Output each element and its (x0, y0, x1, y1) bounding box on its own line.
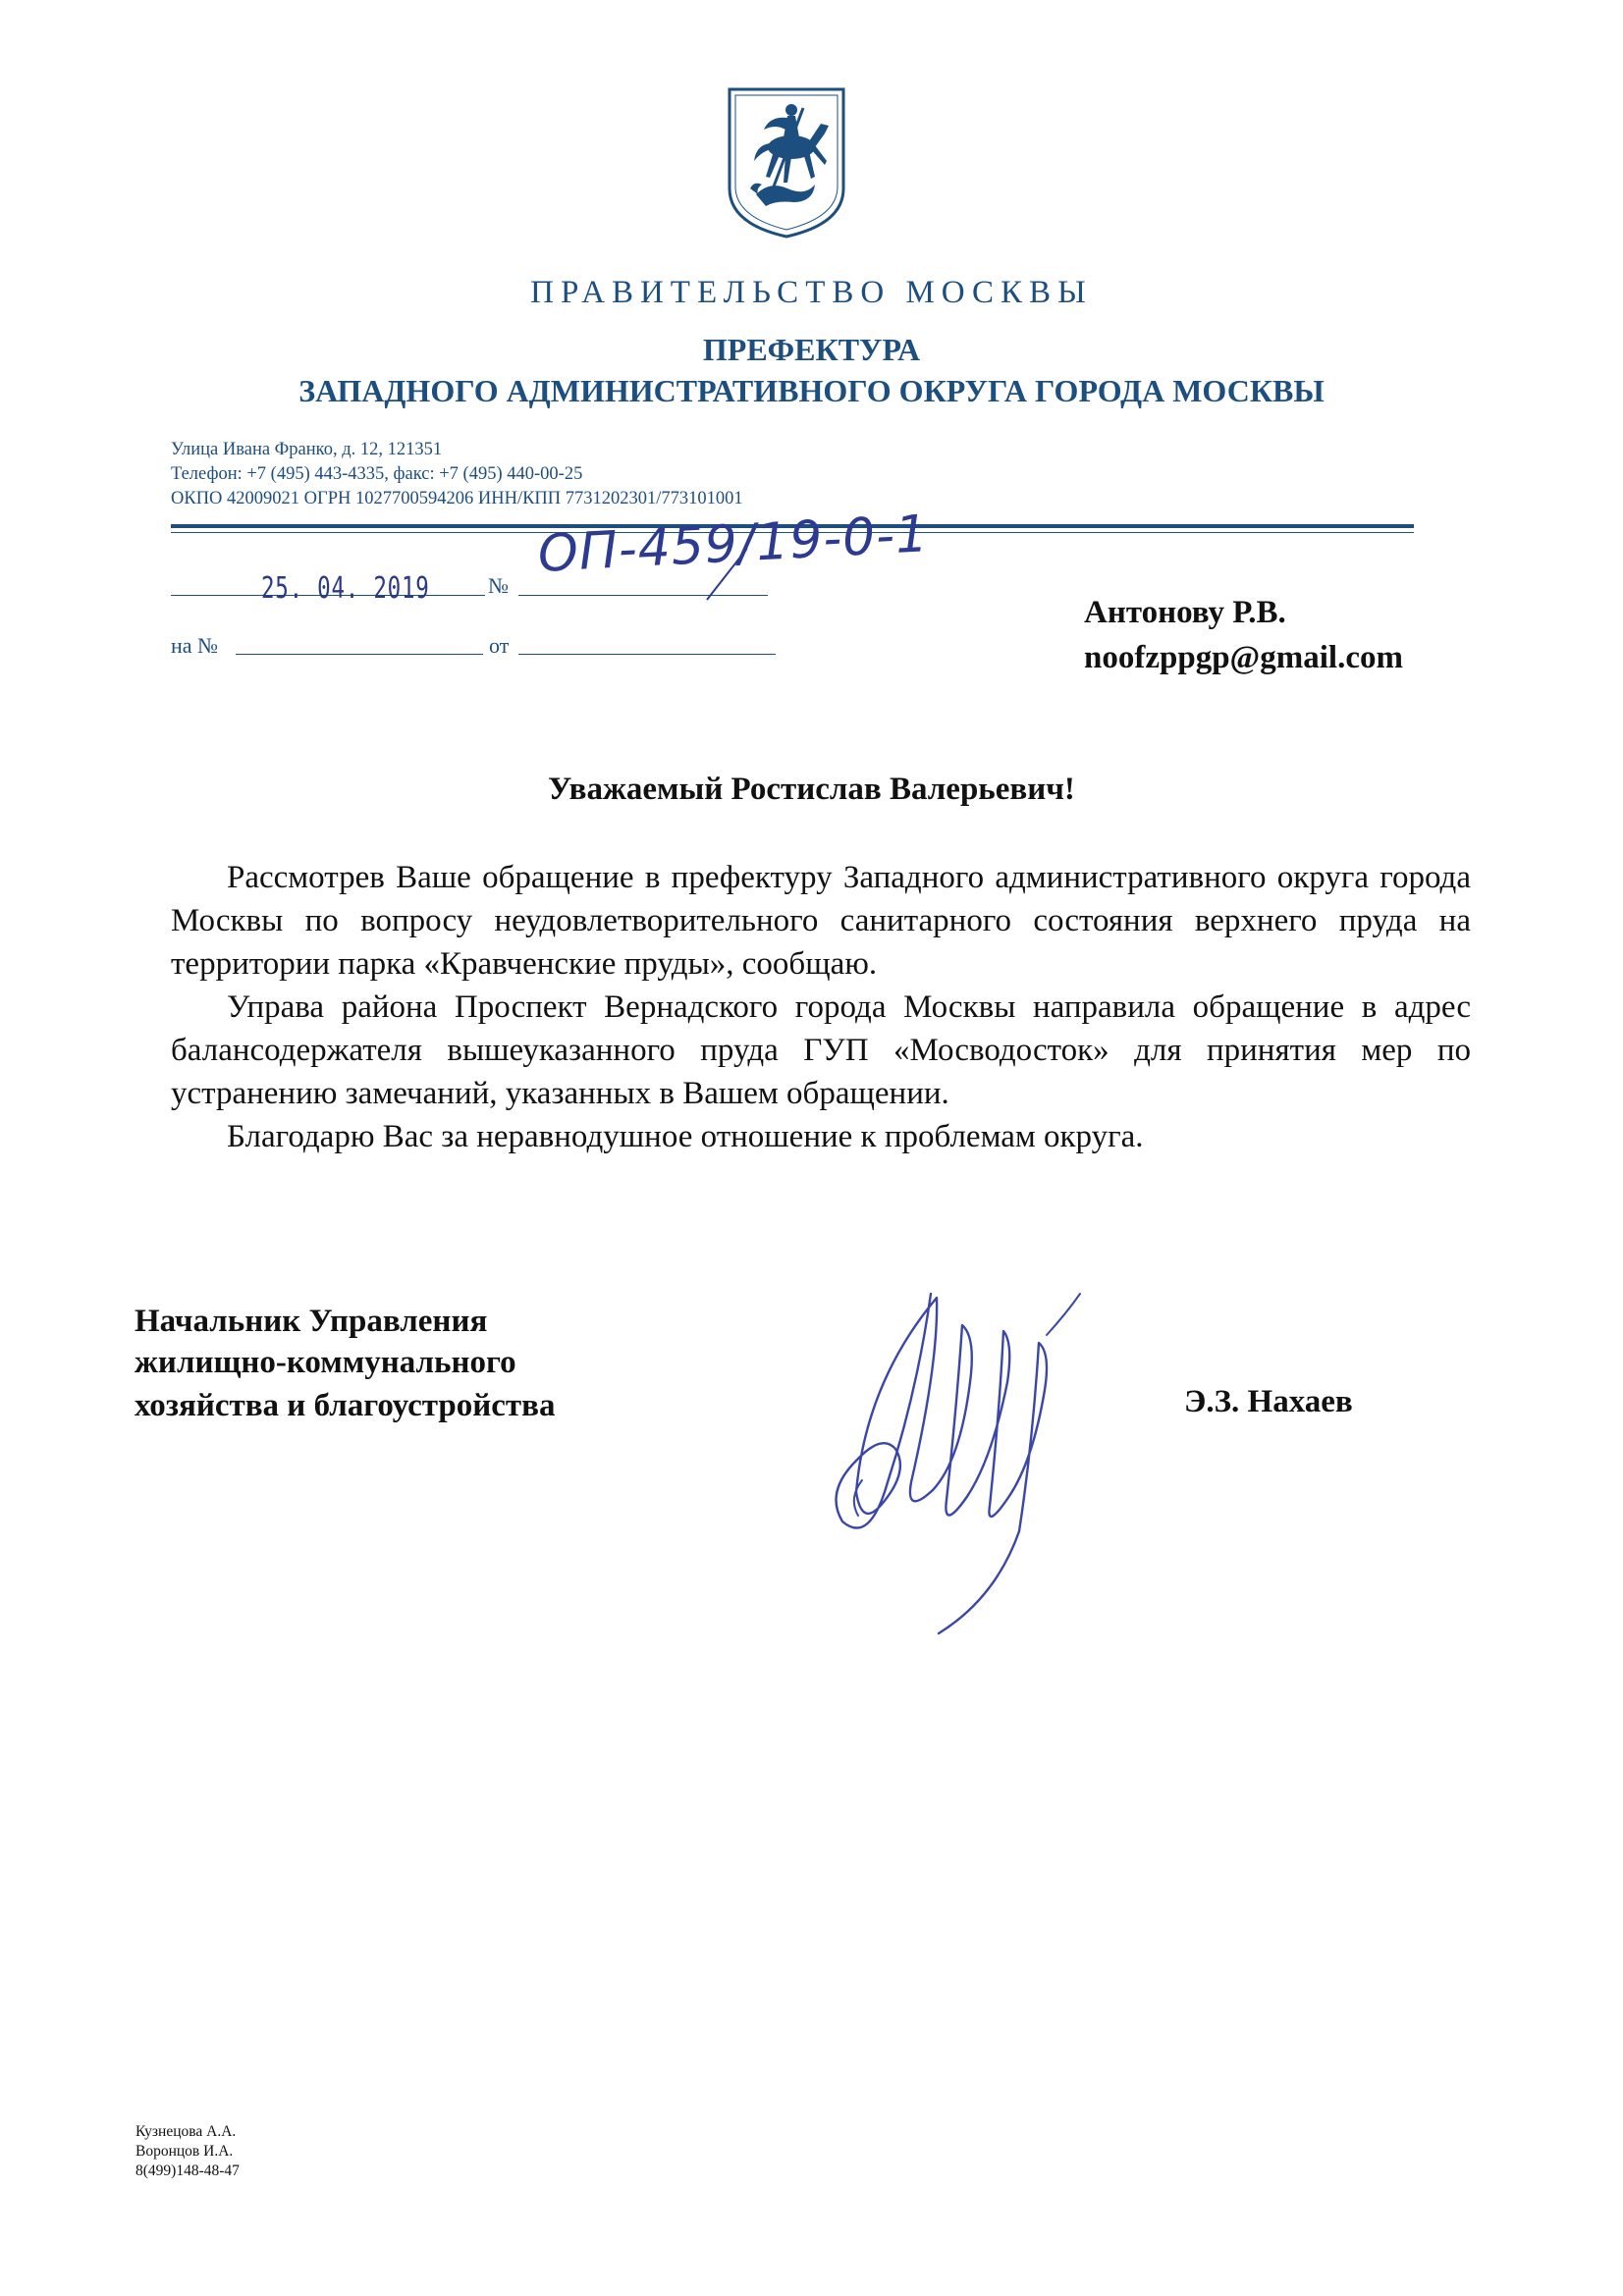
executor-name: Кузнецова А.А. (135, 2123, 237, 2140)
greeting: Уважаемый Ростислав Валерьевич! (548, 772, 1075, 807)
reference-line (236, 654, 483, 655)
number-line (518, 595, 768, 596)
executor-name: Воронцов И.А. (135, 2143, 234, 2160)
signer-title: хозяйства и благоустройства (135, 1388, 556, 1423)
registry-codes: ОКПО 42009021 ОГРН 1027700594206 ИНН/КПП 7731202301/773101001 (171, 489, 743, 508)
letter-body (171, 856, 1471, 1158)
moscow-coat-of-arms-icon (727, 86, 846, 240)
executor-phone: 8(499)148-48-47 (135, 2163, 240, 2179)
signer-name: Э.З. Нахаев (1184, 1384, 1353, 1419)
number-label: № (488, 573, 509, 598)
signer-title: жилищно-коммунального (135, 1345, 516, 1380)
from-line (518, 654, 776, 655)
recipient-name: Антонову Р.В. (1084, 595, 1286, 630)
date-stamp: 25. 04. 2019 (261, 571, 430, 606)
government-name: ПРАВИТЕЛЬСТВО МОСКВЫ (530, 275, 1093, 310)
address: Улица Ивана Франко, д. 12, 121351 (171, 440, 443, 459)
from-label: от (489, 633, 510, 658)
phone-fax: Телефон: +7 (495) 443-4335, факс: +7 (495) 440-00-25 (171, 464, 583, 484)
signer-title: Начальник Управления (135, 1304, 488, 1339)
body-paragraph: Рассмотрев Ваше обращение в префектуру Западного административного округа города Москвы по вопросу неудовлетворительного санитарного состояния верхнего пруда на территории парка «Кравченские пруды», сообщаю. (171, 860, 1471, 982)
recipient-email: noofzppgp@gmail.com (1084, 640, 1403, 675)
prefecture-subtitle: ЗАПАДНОГО АДМИНИСТРАТИВНОГО ОКРУГА ГОРОДА МОСКВЫ (298, 373, 1325, 408)
reference-label: на № (171, 633, 219, 658)
handwritten-reg-number: ОП-459/19-0-1 (536, 505, 931, 584)
handwritten-signature (823, 1274, 1137, 1647)
body-paragraph: Благодарю Вас за неравнодушное отношение к проблемам округа. (227, 1119, 1144, 1154)
body-paragraph: Управа района Проспект Вернадского города Москвы направила обращение в адрес балансодержателя вышеуказанного пруда ГУП «Мосводосток» для принятия мер по устранению замечаний, указанных в Вашем обращении. (171, 989, 1471, 1111)
prefecture-title: ПРЕФЕКТУРА (702, 332, 921, 367)
